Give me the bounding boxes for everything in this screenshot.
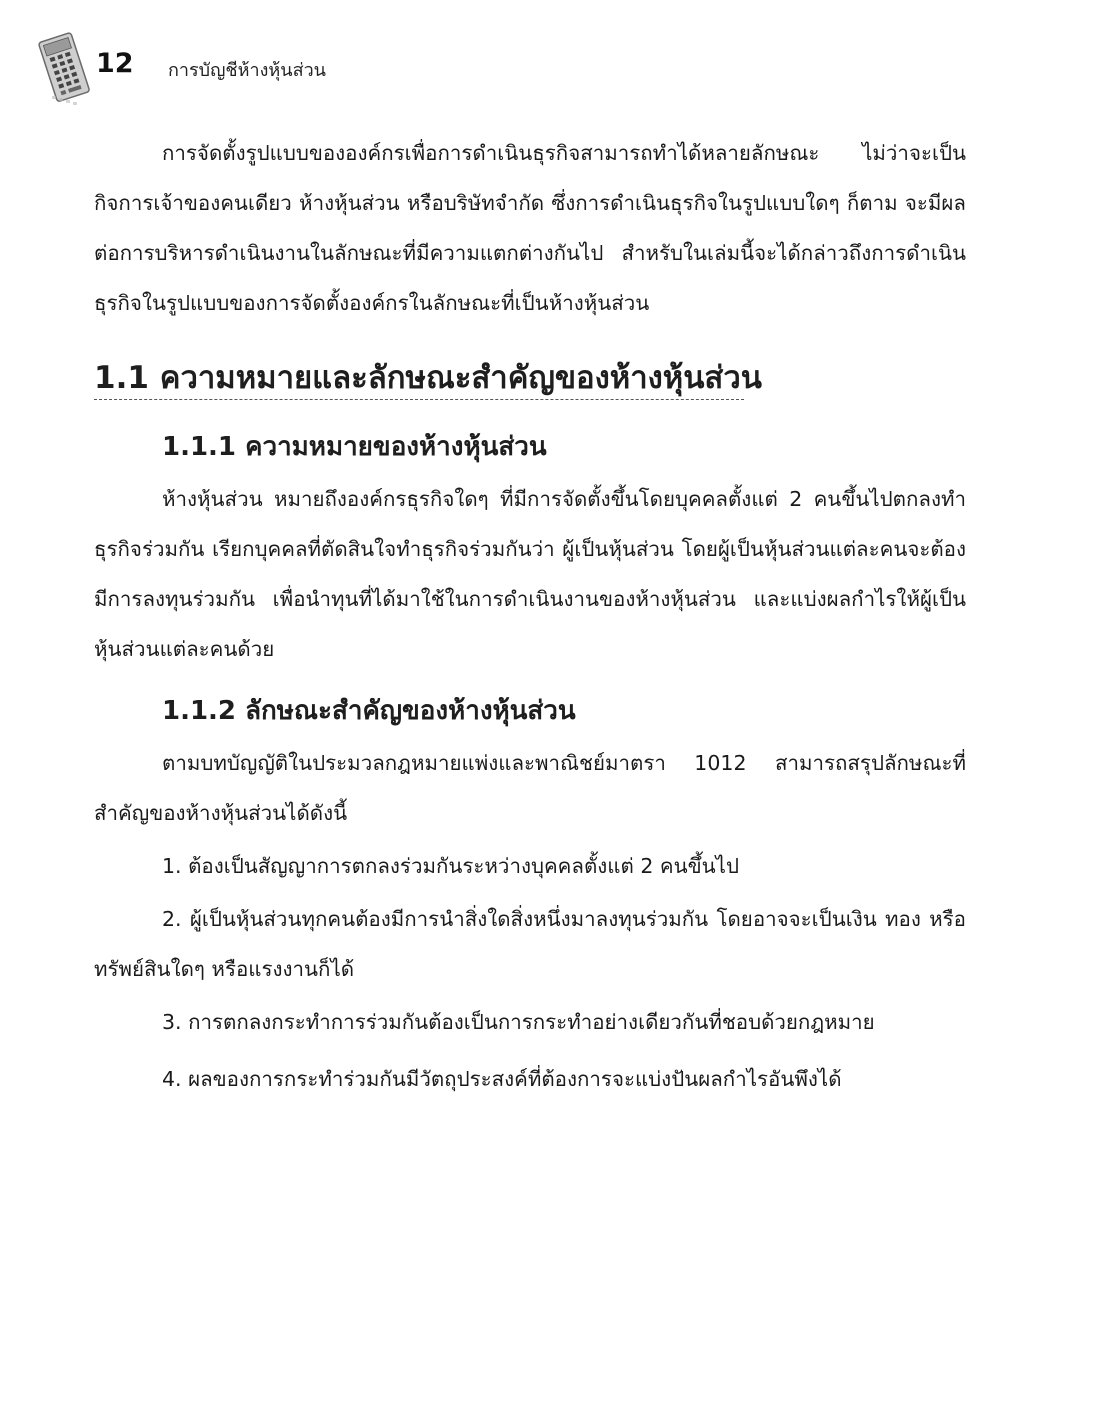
list-item: 1. ต้องเป็นสัญญาการตกลงร่วมกันระหว่างบุคคลตั้งแต่ 2 คนขึ้นไป: [162, 854, 739, 878]
page-number: 12: [96, 48, 134, 79]
subsection-heading-1-1-1: 1.1.1 ความหมายของห้างหุ้นส่วน: [162, 432, 547, 462]
calculator-icon: [36, 30, 94, 108]
subsection-heading-1-1-2: 1.1.2 ลักษณะสำคัญของห้างหุ้นส่วน: [162, 696, 576, 726]
characteristics-intro-paragraph: ตามบทบัญญัติในประมวลกฎหมายแพ่งและพาณิชย์มาตรา 1012 สามารถสรุปลักษณะที่สำคัญของห้างหุ้นส่วนได้ดังนี้: [94, 751, 966, 825]
list-item: 4. ผลของการกระทำร่วมกันมีวัตถุประสงค์ที่ต้องการจะแบ่งปันผลกำไรอันพึงได้: [162, 1067, 842, 1091]
section-heading-1-1: 1.1 ความหมายและลักษณะสำคัญของห้างหุ้นส่วน: [94, 357, 744, 400]
running-title: การบัญชีห้างหุ้นส่วน: [168, 60, 326, 81]
page-header: [36, 30, 536, 110]
definition-paragraph: ห้างหุ้นส่วน หมายถึงองค์กรธุรกิจใดๆ ที่มีการจัดตั้งขึ้นโดยบุคคลตั้งแต่ 2 คนขึ้นไปตกลงทำธุรกิจร่วมกัน เรียกบุคคลที่ตัดสินใจทำธุรกิจร่วมกันว่า ผู้เป็นหุ้นส่วน โดยผู้เป็นหุ้นส่วนแต่ละคนจะต้องมีการลงทุนร่วมกัน เพื่อนำทุนที่ได้มาใช้ในการดำเนินงานของห้างหุ้นส่วน และแบ่งผลกำไรให้ผู้เป็นหุ้นส่วนแต่ละคนด้วย: [94, 487, 966, 661]
intro-paragraph: การจัดตั้งรูปแบบขององค์กรเพื่อการดำเนินธุรกิจสามารถทำได้หลายลักษณะ ไม่ว่าจะเป็นกิจการเจ้าของคนเดียว ห้างหุ้นส่วน หรือบริษัทจำกัด ซึ่งการดำเนินธุรกิจในรูปแบบใดๆ ก็ตาม จะมีผลต่อการบริหารดำเนินงานในลักษณะที่มีความแตกต่างกันไป สำหรับในเล่มนี้จะได้กล่าวถึงการดำเนินธุรกิจในรูปแบบของการจัดตั้งองค์กรในลักษณะที่เป็นห้างหุ้นส่วน: [94, 141, 966, 315]
list-item: 3. การตกลงกระทำการร่วมกันต้องเป็นการกระทำอย่างเดียวกันที่ชอบด้วยกฎหมาย: [162, 1010, 875, 1034]
list-item: 2. ผู้เป็นหุ้นส่วนทุกคนต้องมีการนำสิ่งใดสิ่งหนึ่งมาลงทุนร่วมกัน โดยอาจจะเป็นเงิน ทอง หรือทรัพย์สินใดๆ หรือแรงงานก็ได้: [94, 907, 966, 981]
